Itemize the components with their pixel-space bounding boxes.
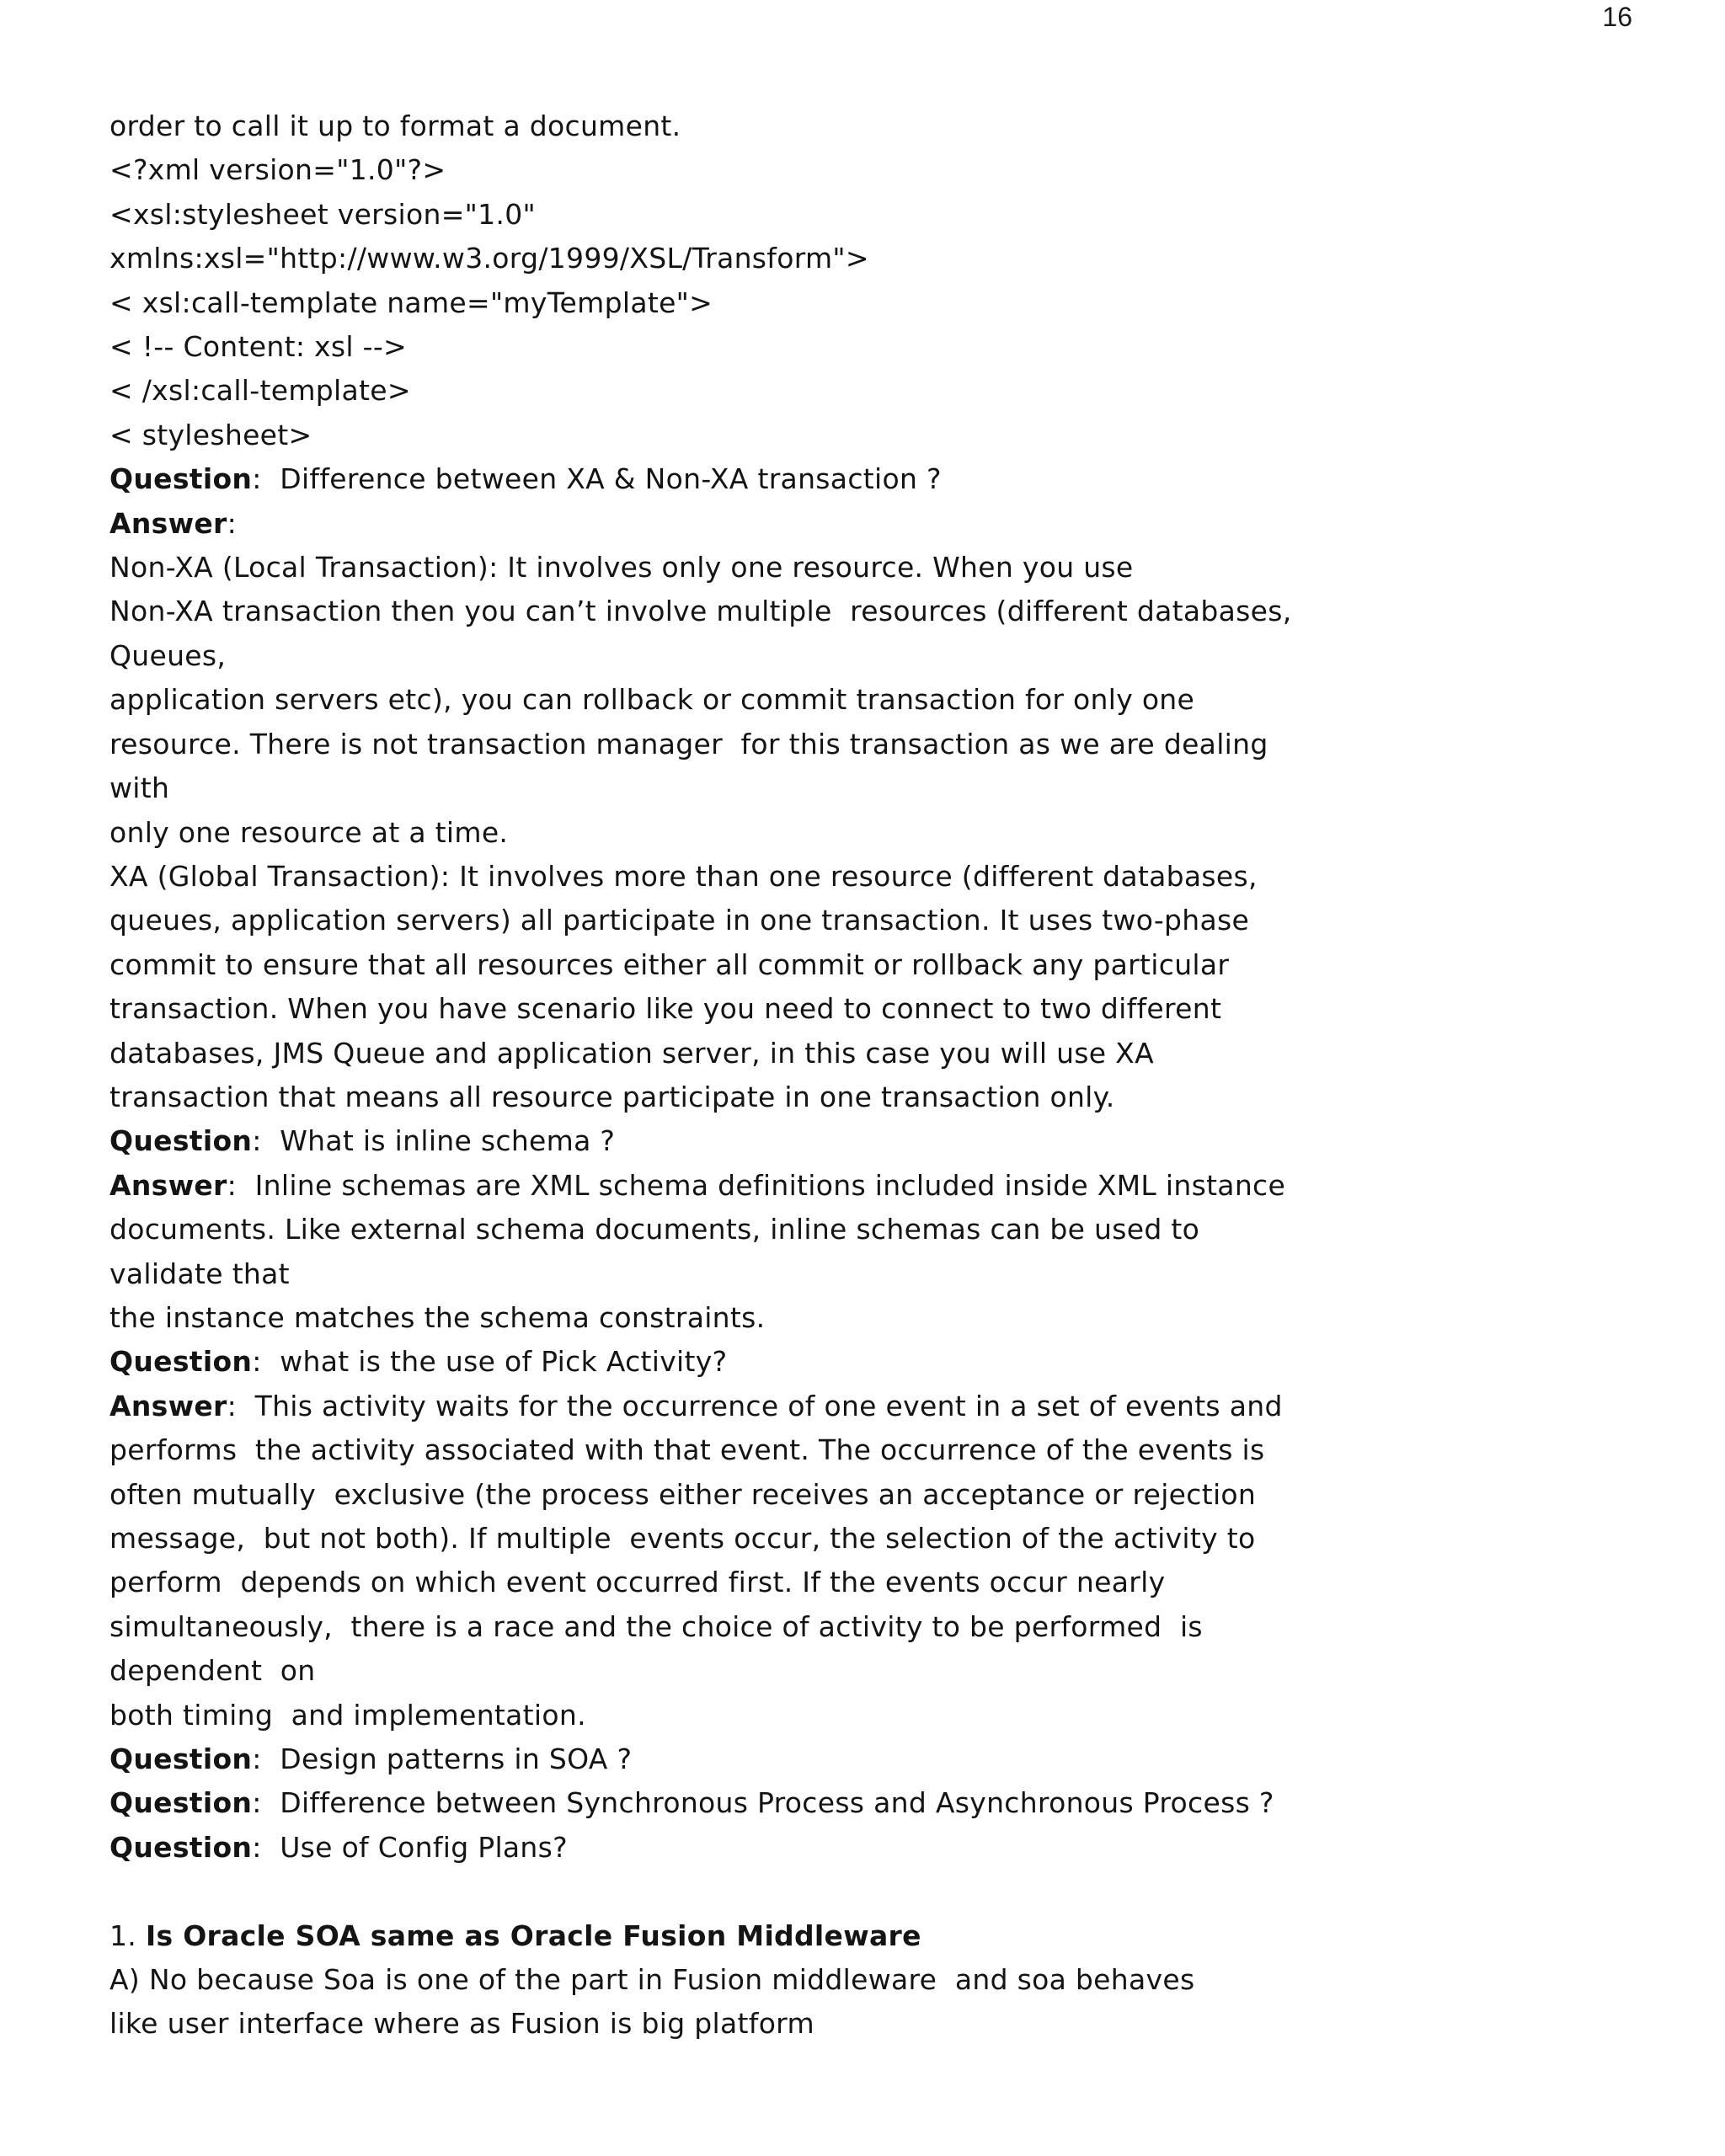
answer-text-line: simultaneously, there is a race and the choice of activity to be performed is [109,1609,1203,1643]
answer-text-line: resource. There is not transaction manager for this transaction as we are dealing [109,727,1268,760]
answer-text-line: dependent on [109,1654,316,1688]
question-line [109,1340,1423,1384]
answer-text-line: A) No because Soa is one of the part in Fusion middleware and soa behaves [109,1963,1195,1997]
answer-text-line: transaction that means all resource participate in one transaction only. [109,1080,1115,1113]
answer-text-line: validate that [109,1257,290,1290]
question-line [109,1737,1423,1781]
answer-text-line: the instance matches the schema constraints. [109,1300,766,1334]
numbered-heading [109,1914,1423,1958]
code-line: <xsl:stylesheet version="1.0" [109,197,536,231]
answer-line [109,1385,1423,1428]
answer-text-line: XA (Global Transaction): It involves more than one resource (different databases, [109,859,1258,893]
answer-text-line: transaction. When you have scenario like you need to connect to two different [109,992,1222,1026]
question-text: : Design patterns in SOA ? [252,1742,633,1776]
question-label: Question [109,1124,253,1158]
answer-text-line: Non-XA transaction then you can’t involve multiple resources (different databases, [109,595,1292,628]
answer-label: Answer [109,506,227,540]
code-line: < /xsl:call-template> [109,374,411,408]
code-line: xmlns:xsl="http://www.w3.org/1999/XSL/Transform"> [109,242,869,275]
answer-text: : This activity waits for the occurrence of one event in a set of events and [227,1389,1283,1422]
question-text: : Difference between Synchronous Process and Asynchronous Process ? [252,1786,1274,1820]
answer-text-line: databases, JMS Queue and application server, in this case you will use XA [109,1036,1154,1070]
document-body [109,104,1423,2047]
answer-line [109,1164,1423,1208]
answer-suffix: : [227,506,238,540]
code-line: < stylesheet> [109,418,312,451]
question-label: Question [109,1786,253,1820]
answer-text-line: like user interface where as Fusion is big platform [109,2007,814,2041]
answer-text-line: perform depends on which event occurred first. If the events occur nearly [109,1566,1166,1599]
answer-line [109,502,1423,546]
answer-text-line: commit to ensure that all resources either all commit or rollback any particular [109,947,1230,981]
answer-text-line: Queues, [109,638,227,672]
question-text: : Difference between XA & Non-XA transaction ? [252,462,942,496]
text-line: order to call it up to format a document. [109,109,681,142]
question-label: Question [109,462,253,496]
answer-text-line: with [109,771,170,805]
question-label: Question [109,1345,253,1379]
answer-text-line: performs the activity associated with that event. The occurrence of the events is [109,1433,1265,1467]
heading-text: Is Oracle SOA same as Oracle Fusion Middleware [145,1919,921,1952]
blank-line [109,1870,1423,1913]
answer-text-line: both timing and implementation. [109,1698,586,1732]
answer-text-line: only one resource at a time. [109,815,509,849]
answer-label: Answer [109,1389,227,1422]
answer-label: Answer [109,1168,227,1202]
question-line [109,457,1423,501]
answer-text-line: often mutually exclusive (the process either receives an acceptance or rejection [109,1477,1257,1511]
code-line: <?xml version="1.0"?> [109,153,446,187]
code-line: < !-- Content: xsl --> [109,330,407,364]
question-label: Question [109,1830,253,1864]
answer-text-line: application servers etc), you can rollback or commit transaction for only one [109,683,1195,717]
answer-text-line: message, but not both). If multiple events occur, the selection of the activity to [109,1522,1256,1555]
code-line: < xsl:call-template name="myTemplate"> [109,286,713,319]
answer-text-line: documents. Like external schema documents, inline schemas can be used to [109,1213,1200,1246]
question-text: : What is inline schema ? [252,1124,616,1158]
question-text: : what is the use of Pick Activity? [252,1345,728,1379]
question-line [109,1781,1423,1825]
heading-number: 1. [109,1919,146,1952]
question-text: : Use of Config Plans? [252,1830,568,1864]
answer-text: : Inline schemas are XML schema definitions included inside XML instance [227,1168,1286,1202]
answer-text-line: Non-XA (Local Transaction): It involves only one resource. When you use [109,551,1134,584]
question-line [109,1119,1423,1163]
page-number: 16 [1602,2,1632,32]
question-label: Question [109,1742,253,1776]
answer-text-line: queues, application servers) all participate in one transaction. It uses two-phase [109,904,1250,937]
question-line [109,1826,1423,1870]
